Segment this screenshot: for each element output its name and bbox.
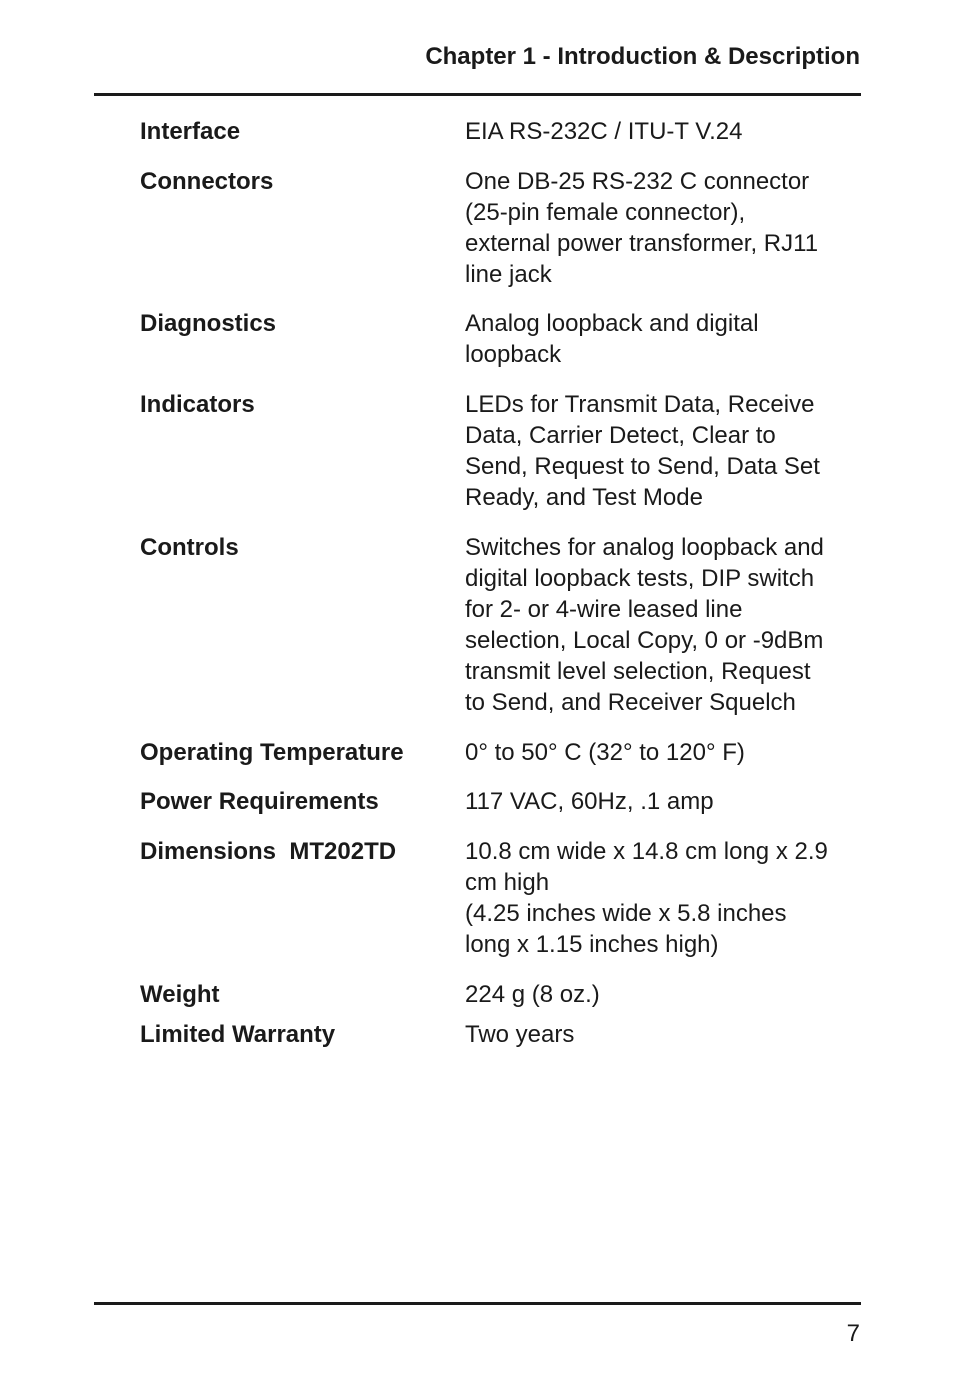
spec-value-line: Two years [465, 1021, 575, 1048]
spec-value-line: cm high [465, 869, 550, 896]
spec-value [465, 1019, 865, 1050]
spec-value [465, 836, 865, 960]
page-number: 7 [846, 1320, 860, 1347]
spec-value-line: 117 VAC, 60Hz, .1 amp [465, 788, 714, 815]
spec-value-line: Data, Carrier Detect, Clear to [465, 422, 776, 449]
spec-value-line: EIA RS-232C / ITU-T V.24 [465, 118, 743, 145]
spec-value-line: 0° to 50° C (32° to 120° F) [465, 739, 745, 766]
spec-label: Operating Temperature [140, 739, 404, 766]
spec-value-line: digital loopback tests, DIP switch [465, 565, 815, 592]
spec-value-line: for 2- or 4-wire leased line [465, 596, 743, 623]
spec-value-line: line jack [465, 261, 552, 288]
spec-label: Power Requirements [140, 788, 379, 815]
spec-value-line: Analog loopback and digital [465, 310, 759, 337]
spec-value-line: (4.25 inches wide x 5.8 inches [465, 900, 787, 927]
spec-value [465, 979, 865, 1010]
spec-value-line: transmit level selection, Request [465, 658, 811, 685]
spec-value-line: One DB-25 RS-232 C connector [465, 168, 810, 195]
spec-label: Diagnostics [140, 310, 277, 337]
spec-value [465, 737, 865, 768]
spec-value [465, 116, 865, 147]
footer-rule [94, 1302, 861, 1305]
spec-value-line: LEDs for Transmit Data, Receive [465, 391, 815, 418]
spec-label: Controls [140, 534, 239, 561]
spec-value-line: Switches for analog loopback and [465, 534, 824, 561]
header-rule [94, 93, 861, 96]
spec-value-line: selection, Local Copy, 0 or -9dBm [465, 627, 824, 654]
spec-value-line: 224 g (8 oz.) [465, 981, 600, 1008]
spec-value-line: external power transformer, RJ11 [465, 230, 819, 257]
spec-value-line: loopback [465, 341, 562, 368]
spec-value-line: Ready, and Test Mode [465, 484, 703, 511]
spec-value-line: Send, Request to Send, Data Set [465, 453, 820, 480]
spec-label: Connectors [140, 168, 274, 195]
spec-label: Weight [140, 981, 220, 1008]
spec-value [465, 389, 865, 513]
spec-value [465, 786, 865, 817]
spec-value [465, 308, 865, 370]
spec-label: Dimensions MT202TD [140, 838, 397, 865]
spec-value-line: 10.8 cm wide x 14.8 cm long x 2.9 [465, 838, 828, 865]
chapter-header: Chapter 1 - Introduction & Description [425, 43, 860, 70]
spec-label: Limited Warranty [140, 1021, 336, 1048]
spec-value-line: (25-pin female connector), [465, 199, 746, 226]
spec-value-line: to Send, and Receiver Squelch [465, 689, 796, 716]
spec-value-line: long x 1.15 inches high) [465, 931, 719, 958]
spec-value [465, 166, 865, 290]
spec-value [465, 532, 865, 718]
spec-label: Indicators [140, 391, 255, 418]
spec-label: Interface [140, 118, 241, 145]
